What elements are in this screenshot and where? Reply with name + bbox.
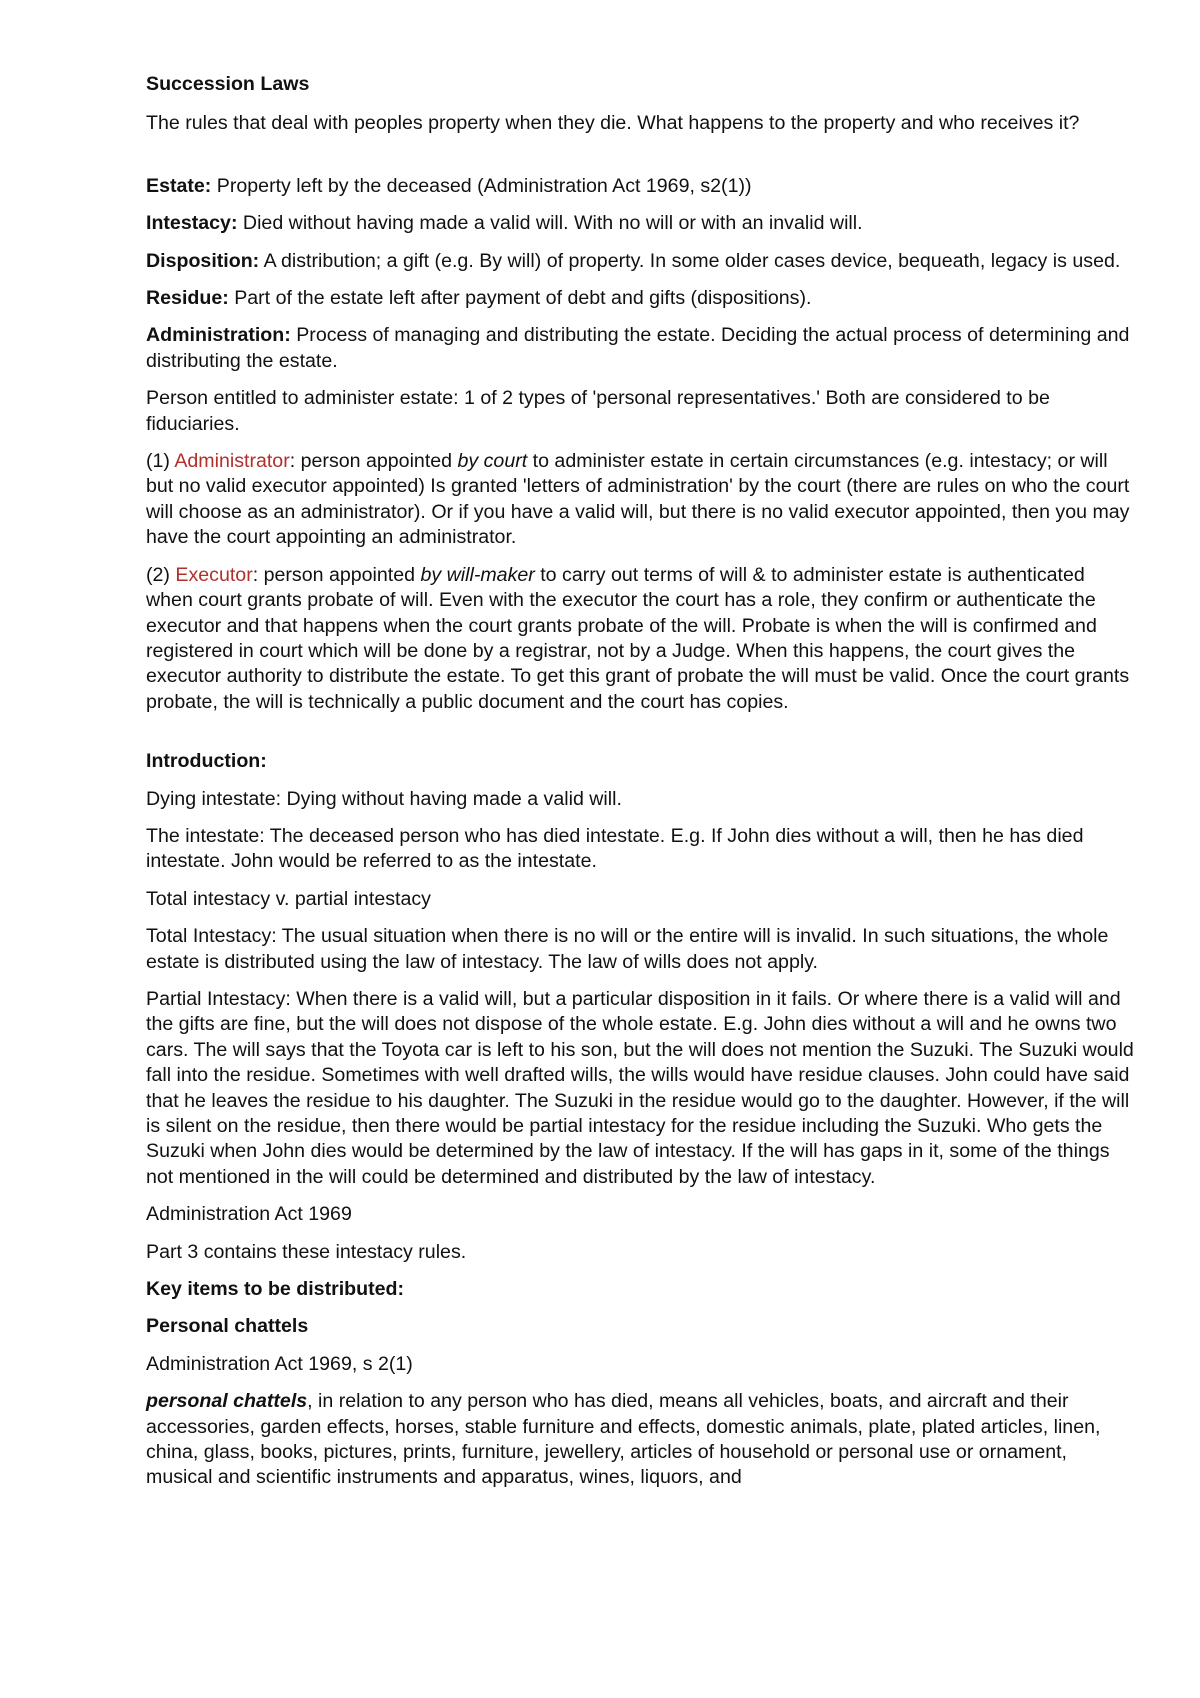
definition-term: Disposition: — [146, 249, 260, 272]
introduction-paragraph: Total intestacy v. partial intestacy — [146, 887, 431, 910]
definition-text: Died without having made a valid will. With no will or with an invalid will. — [237, 212, 863, 235]
paragraph-text: : person appointed — [289, 450, 458, 473]
definition-term: Intestacy: — [146, 212, 238, 235]
introduction-paragraph: Total Intestacy: The usual situation when there is no will or the entire will is invalid. In such situations, the whole estate is distributed using the law of intestacy. The law of wills does not apply. — [146, 925, 1109, 973]
chattels-text: , in relation to any person who has died, means all vehicles, boats, and aircraft and their accessories, garden effects, horses, stable furniture and effects, domestic animals, plate, plated articles, linen, china, glass, books, pictures, prints, furniture, jewellery, articles of household or personal use or ornament, musical and scientific instruments and apparatus, wines, liquors, and — [146, 1390, 1101, 1489]
spacer — [146, 727, 1136, 749]
list-number: (2) — [146, 563, 176, 586]
document-page — [146, 72, 1136, 1503]
administrator-paragraph — [146, 449, 1136, 551]
emphasis-text: by court — [457, 450, 528, 473]
key-items-heading — [146, 1277, 1136, 1302]
definition-text: Property left by the deceased (Administration Act 1969, s2(1)) — [211, 174, 752, 197]
paragraph-text: : person appointed — [252, 563, 421, 586]
definition-estate — [146, 174, 1136, 199]
introduction-paragraph: Dying intestate: Dying without having made a valid will. — [146, 787, 622, 810]
document-title: Succession Laws — [146, 73, 310, 95]
definition-text: Part of the estate left after payment of debt and gifts (dispositions). — [228, 287, 812, 310]
paragraph-text: to administer estate in certain circumstances (e.g. intestacy; or will but no valid executor appointed) Is granted 'letters of administration' by the court (there are rules on who the court will choose as an administrator). Or if you have a valid will, but there is no valid executor appointed, then you may have the court appointing an administrator. — [146, 450, 1130, 549]
chattels-reference: Administration Act 1969, s 2(1) — [146, 1352, 413, 1375]
introduction-paragraph: Administration Act 1969 — [146, 1203, 352, 1226]
heading-text: Key items to be distributed: — [146, 1278, 405, 1301]
definition-residue — [146, 286, 1136, 311]
heading-text: Personal chattels — [146, 1315, 309, 1338]
emphasis-text: by will-maker — [420, 563, 535, 586]
definition-term: Estate: — [146, 174, 212, 197]
introduction-paragraph: Partial Intestacy: When there is a valid will, but a particular disposition in it fails. Or where there is a valid will and the gifts are fine, but the will does not dispose of the whole estate. E.g. John dies without a will and he owns two cars. The will says that the Toyota car is left to his son, but the will does not mention the Suzuki. The Suzuki would fall into the residue. Sometimes with well drafted wills, the wills would have residue clauses. John could have said that he leaves the residue to his daughter. The Suzuki in the residue would go to the daughter. However, if the will is silent on the residue, then there would be partial intestacy for the residue including the Suzuki. Who gets the Suzuki when John dies would be determined by the law of intestacy. If the will has gaps in it, some of the things not mentioned in the will could be determined and distributed by the law of intestacy. — [146, 987, 1134, 1188]
introduction-heading — [146, 749, 1136, 774]
administrator-term: Administrator — [174, 450, 290, 473]
definition-term: Administration: — [146, 324, 291, 347]
definition-intestacy — [146, 211, 1136, 236]
chattels-definition — [146, 1389, 1136, 1491]
chattels-term: personal chattels — [146, 1390, 308, 1413]
definition-text: A distribution; a gift (e.g. By will) of property. In some older cases device, bequeath, legacy is used. — [259, 249, 1121, 272]
paragraph-text: to carry out terms of will & to administer estate is authenticated when court grants probate of will. Even with the executor the court has a role, they confirm or authenticate the executor and that happens when the court grants probate of the will. Probate is when the will is confirmed and registered in court which will be done by a registrar, not by a Judge. When this happens, the court gives the executor authority to distribute the estate. To get this grant of probate the will must be valid. Once the court grants probate, the will is technically a public document and the court has copies. — [146, 563, 1130, 713]
executor-paragraph — [146, 563, 1136, 715]
definition-term: Residue: — [146, 287, 229, 310]
intro-paragraph: The rules that deal with peoples property when they die. What happens to the property and who receives it? — [146, 112, 1080, 135]
definition-text: Process of managing and distributing the estate. Deciding the actual process of determining and distributing the estate. — [146, 324, 1130, 372]
spacer — [146, 149, 1136, 174]
heading-text: Introduction: — [146, 750, 267, 773]
personal-representatives-paragraph: Person entitled to administer estate: 1 of 2 types of 'personal representatives.' Both are considered to be fiduciaries. — [146, 387, 1050, 435]
introduction-paragraph: The intestate: The deceased person who has died intestate. E.g. If John dies without a will, then he has died intestate. John would be referred to as the intestate. — [146, 824, 1084, 873]
executor-term: Executor — [175, 563, 253, 586]
list-number: (1) — [146, 450, 175, 473]
chattels-heading — [146, 1314, 1136, 1339]
definition-disposition — [146, 249, 1136, 274]
introduction-paragraph: Part 3 contains these intestacy rules. — [146, 1240, 467, 1263]
definition-administration — [146, 323, 1136, 374]
